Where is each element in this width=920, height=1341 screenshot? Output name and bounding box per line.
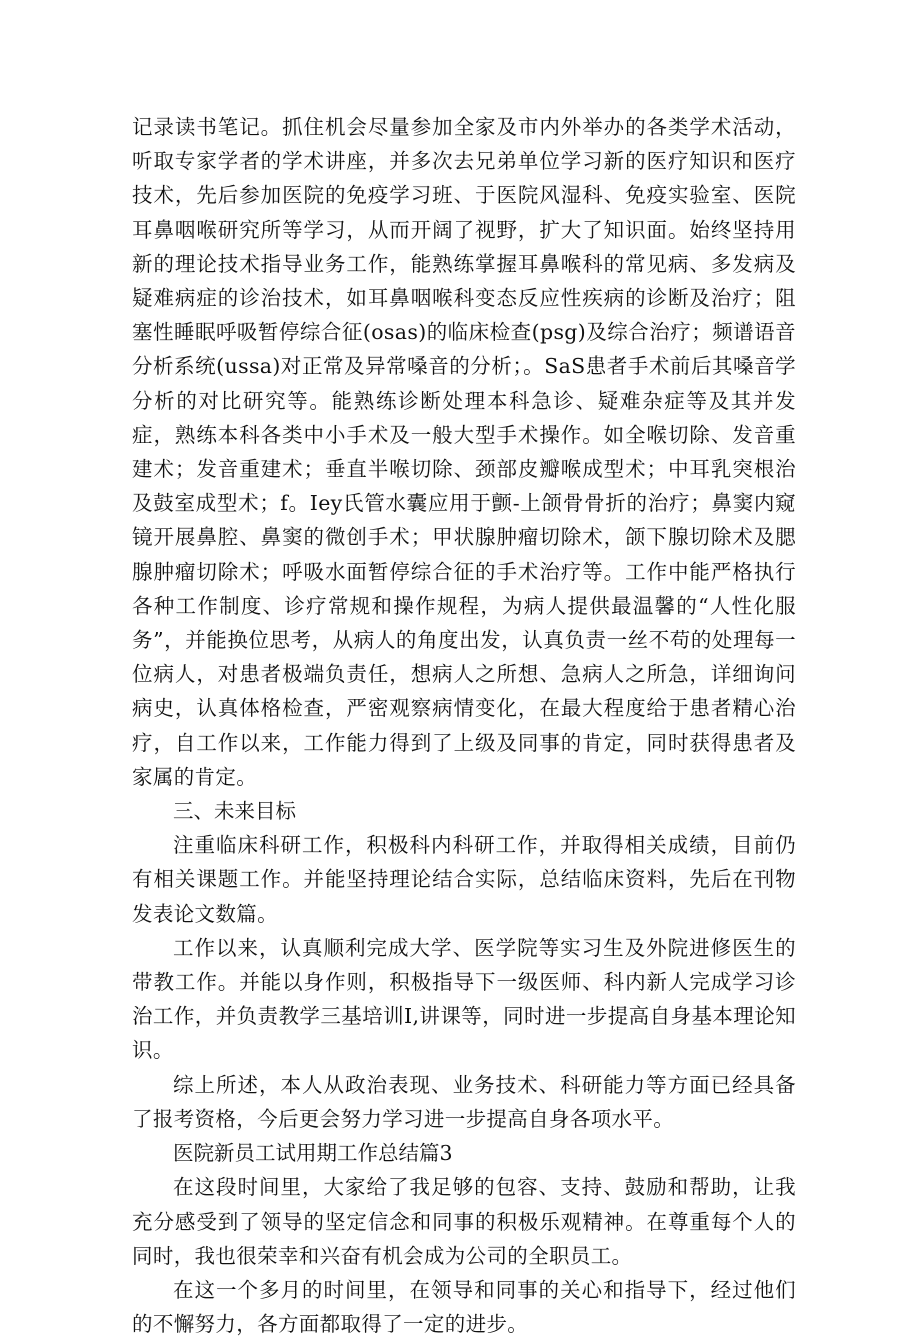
document-page	[132, 110, 796, 1341]
paragraph-gratitude: 在这段时间里，大家给了我足够的包容、支持、鼓励和帮助，让我充分感受到了领导的坚定信念和同事的积极乐观精神。在尊重每个人的同时，我也很荣幸和兴奋有机会成为公司的全职员工。	[132, 1175, 796, 1268]
paragraph-progress: 在这一个多月的时间里，在领导和同事的关心和指导下，经过他们的不懈努力，各方面都取得了一定的进步。	[132, 1277, 796, 1337]
article-heading-part3: 医院新员工试用期工作总结篇3	[173, 1141, 453, 1166]
paragraph-research: 注重临床科研工作，积极科内科研工作，并取得相关成绩，目前仍有相关课题工作。并能坚持理论结合实际，总结临床资料，先后在刊物发表论文数篇。	[132, 833, 796, 926]
paragraph-teaching: 工作以来，认真顺利完成大学、医学院等实习生及外院进修医生的带教工作。并能以身作则，积极指导下一级医师、科内新人完成学习诊治工作，并负责教学三基培训I,讲课等，同时进一步提高自身基本理论知识。	[132, 935, 796, 1063]
paragraph-summary: 综上所述，本人从政治表现、业务技术、科研能力等方面已经具备了报考资格，今后更会努力学习进一步提高自身各项水平。	[132, 1072, 796, 1131]
section-heading-future-goals: 三、未来目标	[173, 799, 296, 824]
paragraph-continuation: 记录读书笔记。抓住机会尽量参加全家及市内外举办的各类学术活动，听取专家学者的学术讲座，并多次去兄弟单位学习新的医疗知识和医疗技术，先后参加医院的免疫学习班、于医院风湿科、免疫实验室、医院耳鼻咽喉研究所等学习，从而开阔了视野，扩大了知识面。始终坚持用新的理论技术指导业务工作，能熟练掌握耳鼻喉科的常见病、多发病及疑难病症的诊治技术，如耳鼻咽喉科变态反应性疾病的诊断及治疗；阻塞性睡眠呼吸暂停综合征(osas)的临床检查(psg)及综合治疗；频谱语音分析系统(ussa)对正常及异常嗓音的分析；。SaS患者手术前后其嗓音学分析的对比研究等。能熟练诊断处理本科急诊、疑难杂症等及其并发症，熟练本科各类中小手术及一般大型手术操作。如全喉切除、发音重建术；发音重建术；垂直半喉切除、颈部皮瓣喉成型术；中耳乳突根治及鼓室成型术；f。Iey氏管水囊应用于颤-上颌骨骨折的治疗；鼻窦内窥镜开展鼻腔、鼻窦的微创手术；甲状腺肿瘤切除术，颌下腺切除术及腮腺肿瘤切除术；呼吸水面暂停综合征的手术治疗等。工作中能严格执行各种工作制度、诊疗常规和操作规程，为病人提供最温馨的“人性化服务”，并能换位思考，从病人的角度出发，认真负责一丝不苟的处理每一位病人，对患者极端负责任，想病人之所想、急病人之所急，详细询问病史，认真体格检查，严密观察病情变化，在最大程度给于患者精心治疗，自工作以来，工作能力得到了上级及同事的肯定，同时获得患者及家属的肯定。	[132, 115, 796, 789]
